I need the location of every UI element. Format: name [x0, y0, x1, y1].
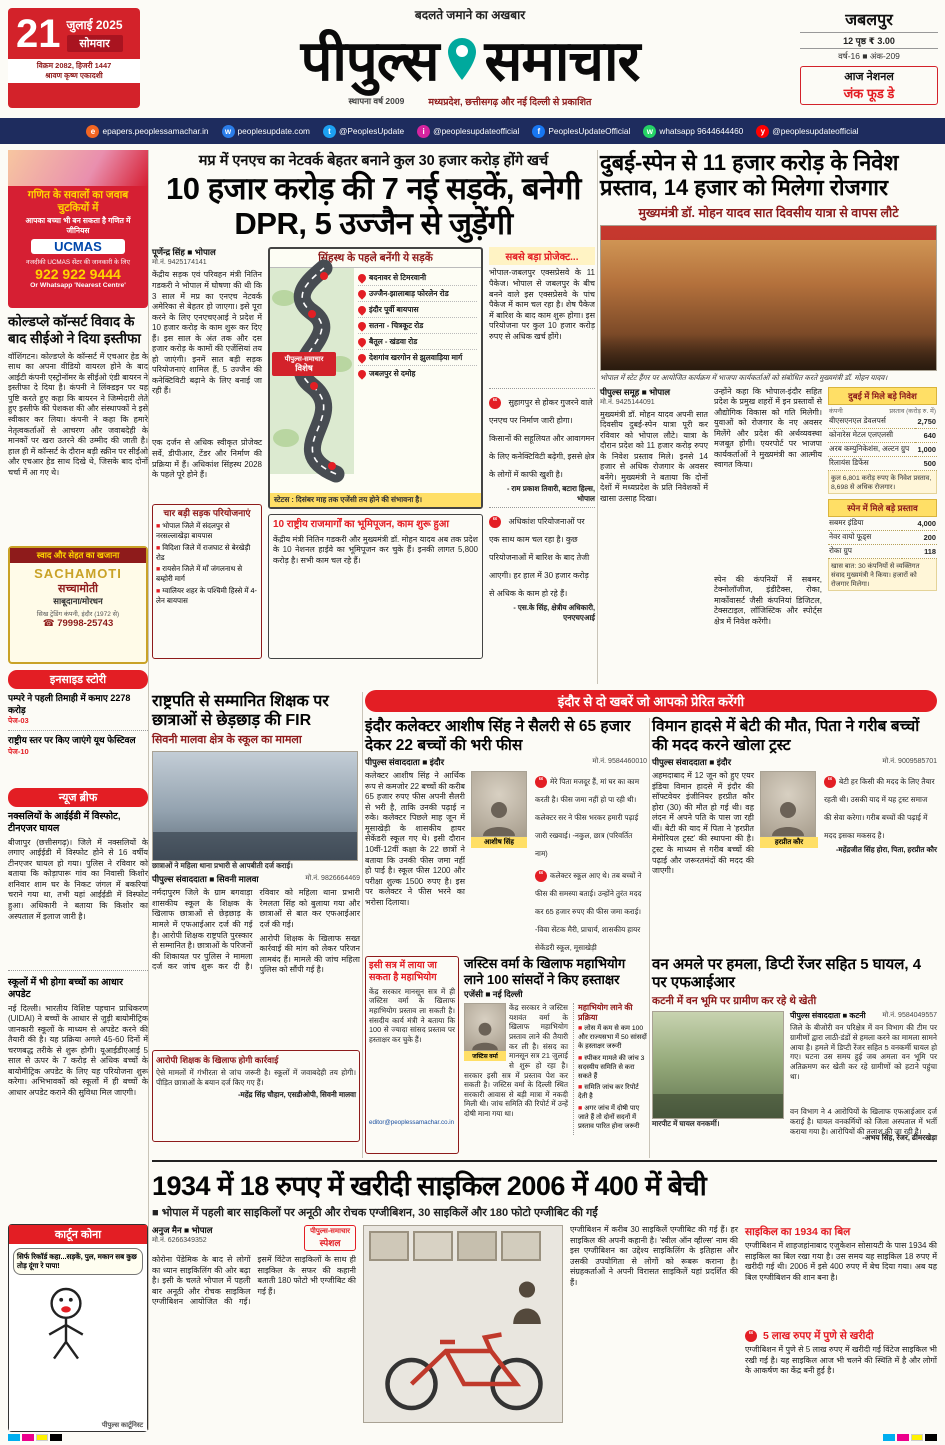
social-bar	[0, 118, 945, 144]
social-link-epaper[interactable]: e epapers.peoplessamachar.in	[86, 125, 208, 138]
quote-icon: “	[824, 776, 836, 788]
brief-body: नई दिल्ली। भारतीय विशिष्ट पहचान प्राधिकरण (UIDAI) ने बच्चों के आधार से जुड़ी बायोमीट्रिक जानकारी स्कूलों के माध्यम से अपडेट करने की तैयारी की है। यह प्रक्रिया अगले 45-60 दिनों में चरणबद्ध तरीके से शुरू होगी। यूआईडीएआई 5 साल से ऊपर के 7 करोड़ से अधिक बच्चों के बायोमीट्रिक अपडेट के लिए यह परियोजना शुरू करेगा। अभिभावकों को स्कूलों में ही बच्चों के आधार अपडेट कराने की सुविधा मिल जाएगी।	[8, 1003, 148, 1097]
cm-photo-caption: भोपाल में स्टेट हैंगर पर आयोजित कार्यक्रम में भाजपा कार्यकर्ताओं को संबोधित करते मुख्यमंत्री डॉ. मोहन यादव।	[600, 372, 888, 382]
social-link-youtube[interactable]: y @peoplesupdateofficial	[756, 125, 858, 138]
globe-icon: w	[222, 125, 235, 138]
cartoon-corner	[8, 1224, 148, 1432]
process-item: ■ अगर जांच में दोषी पाए जाते हैं तो दोनों सदनों में प्रस्ताव पारित होना जरूरी	[578, 1105, 640, 1130]
justice-portrait-wrap	[464, 1003, 506, 1061]
forest-text-col	[790, 1011, 937, 1147]
quote-attribution: - एस.के सिंह, क्षेत्रीय अधिकारी, एनएचएआई	[513, 603, 595, 623]
reader-quote: “ कलेक्टर स्कूल आए थे। तब बच्चों ने फीस की समस्या बताई। उन्होंने तुरंत मदद कर 65 हजार रुपए की फीस जमा कराई। -विवा सेंटक मैरी, प्राचार्य, शासकीय हायर सेकेंडरी स्कूल, मूसाखेड़ी	[535, 870, 642, 953]
masthead	[0, 0, 945, 118]
bullet-icon: ■	[156, 544, 161, 552]
phone-icon: ☎	[42, 618, 58, 629]
trust-headline: विमान हादसे में बेटी की मौत, पिता ने गरीब बच्चों की मदद करने खोला ट्रस्ट	[652, 718, 920, 754]
ucmas-ad-line2: आपका बच्चा भी बन सकता है गणित में जीनियस	[25, 216, 131, 236]
peoples-special-badge: पीपुल्स-समाचार स्पेशल	[304, 1225, 356, 1251]
inside-story-header: इनसाइड स्टोरी	[8, 670, 148, 689]
reader-quote: “ मेरे पिता मजदूर हैं, मां घर का काम करती है। फीस जमा नहीं हो पा रही थी। कलेक्टर सर ने फीस भरकर हमारी पढ़ाई जारी रखवाई। -नकुल, छात्र (परिवर्तित नाम)	[535, 776, 640, 859]
bill-body: एग्जीबिशन में शाहजहांनाबाद एजुकेशन सोसायटी के पास 1934 की साइकिल का बिल रखा गया है। उस समय यह साइकिल 18 रुपए में खरीदी गई थी। 2006 में इसे 400 रुपए में बेच दिया गया। अब यह बिल एग्जीबिशन की शान बना है।	[745, 1241, 937, 1282]
four-projects-item: ■ रायसेन जिले में माँ जंगलनाथ से बम्होरी मार्ग	[156, 564, 243, 584]
trust-byline: पीपुल्स संवाददाता ■ इंदौर	[652, 757, 732, 768]
tithi-line: श्रावण कृष्ण एकादशी	[45, 71, 103, 80]
date-box	[8, 8, 140, 108]
trust-portrait	[760, 771, 816, 837]
invest-tables	[828, 387, 937, 685]
impeach-side-box	[365, 956, 459, 1154]
collector-byline-phone: मो.नं. 9584460010	[592, 758, 647, 766]
crowd-shadow	[601, 334, 936, 370]
date-day: 21	[16, 12, 61, 56]
photo-frames-row	[364, 1226, 562, 1266]
forest-body-1: जिले के बीजोरी वन परिक्षेत्र में वन विभाग की टीम पर ग्रामीणों द्वारा लाठी-डंडों से हमला करने का मामला सामने आया है। हमले में डिप्टी रेंजर सहित 5 वनकर्मी घायल हो गए। घटना उस समय हुई जब अमला वन भूमि पर अतिक्रमण कर खेती कर रहे ग्रामीणों को हटाने पहुंचा था।	[790, 1023, 937, 1081]
epaper-icon: e	[86, 125, 99, 138]
pune-title: 5 लाख रुपए में पुणे से खरीदी	[763, 1330, 874, 1342]
today-line1: आज नेशनल	[844, 71, 894, 83]
edition-box	[800, 8, 938, 110]
biggest-project-body: भोपाल-जबलपुर एक्सप्रेसवे के 11 पैकेज। भोपाल से जबलपुर के बीच बनने वाले इस एक्सप्रेसवे के पांच पैकेज में काम चल रहा है। शेष पैकेज में बारिश के बाद काम शुरू होगा। इस परियोजना पर कुल 10 हजार करोड़ रुपए से अधिक खर्च होंगे।	[489, 268, 595, 341]
sachamoti-phone-num: 79998-25743	[57, 618, 114, 629]
inside-item-title: पम्परे ने पहली तिमाही में कमाए 2278 करोड़	[8, 693, 131, 715]
biggest-project-title: सबसे बड़ा प्रोजेक्ट...	[489, 247, 595, 265]
impeach-headline: जस्टिस वर्मा के खिलाफ महाभियोग लाने 100 सांसदों ने किए हस्ताक्षर	[464, 956, 626, 987]
map-pin-icon	[356, 272, 367, 283]
fir-box-title: आरोपी शिक्षक के खिलाफ होगी कार्रवाई	[156, 1055, 279, 1066]
cycle-photo	[363, 1225, 563, 1423]
map-pin-icon	[356, 352, 367, 363]
peoples-special-badge: पीपुल्स-समाचार विशेष	[272, 352, 336, 376]
four-projects-item: ■ विदिशा जिले में राजघाट से बेरखेड़ी रोड	[156, 542, 251, 562]
table-row: नेवर वायो फूड्स 200	[828, 530, 937, 544]
roads-status-strip: स्टेटस : दिसंबर माह तक एजेंसी तय होने की संभावना है।	[270, 493, 481, 507]
social-link-facebook[interactable]: f PeoplesUpdateOfficial	[532, 125, 630, 138]
map-pin-icon	[356, 336, 367, 347]
process-title: महाभियोग लाने की प्रक्रिया	[578, 1003, 633, 1022]
sachamoti-brand: SACHAMOTI	[34, 566, 122, 581]
quote-icon: “	[489, 397, 501, 409]
social-link-website[interactable]: w peoplesupdate.com	[222, 125, 310, 138]
trust-portrait-wrap	[760, 771, 818, 937]
fir-subhead: सिवनी मालवा क्षेत्र के स्कूल का मामला	[152, 734, 302, 747]
ucmas-ad-photo	[8, 150, 148, 186]
bill-title: साइकिल का 1934 का बिल	[745, 1226, 851, 1238]
registration-marks-right	[883, 1434, 937, 1441]
cycle-byline-phone: मो.नं. 6266349352	[152, 1237, 207, 1244]
four-projects-item: ■ ग्वालियर शहर के पश्चिमी हिस्से में 4-लेन बायपास	[156, 585, 257, 605]
cycle-headline: 1934 में 18 रुपए में खरीदी साइकिल 2006 में 400 में बेची	[152, 1171, 707, 1201]
bhumipujan-title: 10 राष्ट्रीय राजमार्गों का भूमिपूजन, काम शुरू हुआ	[273, 519, 450, 531]
spain-table-title: स्पेन में मिले बड़े प्रस्ताव	[828, 499, 937, 517]
column-divider	[649, 718, 650, 1158]
roads-list	[354, 268, 481, 474]
publication-line: मध्यप्रदेश, छत्तीसगढ़ और नई दिल्ली से प्रकाशित	[428, 97, 592, 108]
ucmas-ad-line1: गणित के सवालों का जवाब चुटकियों में	[27, 189, 129, 214]
bullet-icon: ■	[156, 523, 161, 531]
roads-graphic-title: सिंहस्थ के पहले बनेंगी ये सड़कें	[270, 249, 481, 268]
spain-invest-table	[828, 517, 937, 559]
main-col-2	[268, 247, 483, 659]
fir-photo-caption: छात्राओं ने महिला थाना प्रभारी से आपबीती दर्ज कराई।	[152, 861, 293, 871]
date-month: जुलाई 2025	[66, 18, 123, 32]
ceo-resign-article	[8, 314, 148, 540]
bhumipujan-box	[268, 514, 483, 659]
cartoon-drawing	[23, 1277, 133, 1361]
quote-icon: “	[745, 1330, 757, 1342]
table-row: रोका ग्रुप 118	[828, 544, 937, 558]
collector-byline: पीपुल्स संवाददाता ■ इंदौर	[365, 757, 445, 768]
fir-photo	[152, 751, 358, 861]
pune-body: एग्जीबिशन में पुणे से 5 लाख रुपए में खरीदी गई विंटेज साइकिल भी रखी गई है। यह साइकिल आज भी चलने की स्थिति में है और लोगों के आकर्षण का केंद्र बनी हुई है।	[745, 1345, 937, 1376]
calendar-line: विक्रम 2082, हिजरी 1447	[36, 61, 112, 70]
instagram-icon: i	[417, 125, 430, 138]
dubai-table-title: दुबई में मिले बड़े निवेश	[828, 387, 937, 405]
invest-byline: पीपुल्स समूह ■ भोपाल	[600, 386, 671, 397]
table-row: रिलायंस डिफेंस 500	[828, 456, 937, 470]
twitter-icon: t	[323, 125, 336, 138]
four-projects-box	[152, 504, 262, 659]
justice-portrait-label: जस्टिस वर्मा	[464, 1051, 506, 1061]
sachamoti-company: सिख ट्रेडिंग कंपनी, इंदौर (1972 से)	[36, 611, 120, 618]
masthead-title-right: समाचार	[484, 29, 640, 92]
ucmas-note: नजदीकी UCMAS सेंटर की जानकारी के लिए	[25, 259, 130, 267]
news-brief-section	[8, 788, 148, 1218]
invest-body-2: उन्होंने कहा कि भोपाल-इंदौर सहित प्रदेश के प्रमुख शहरों में इन प्रस्तावों से औद्योगिक विकास को गति मिलेगी। युवाओं को रोजगार के नए अवसर मिलेंगे और प्रदेश की अर्थव्यवस्था मजबूत होगी। एयरपोर्ट पर भाजपा कार्यकर्ताओं ने मुख्यमंत्री का आत्मीय स्वागत किया।	[714, 386, 822, 470]
editor-email: editor@peoplessamachar.co.in	[369, 1118, 455, 1126]
year-issue: वर्ष-16 ■ अंक-209	[838, 51, 900, 61]
brief-title: स्कूलों में भी होगा बच्चों का आधार अपडेट	[8, 976, 124, 1000]
invest-body-3: स्पेन की कंपनियों में सबमर, टेक्नोलॉजीज, इंडीटैक्स, रोका, मार्कोवासर्ट जैसी कंपनियां डिजिटल, टेक्सटाइल, लॉजिस्टिक और स्पोर्ट्स क्षेत्र में निवेश करेंगी।	[714, 574, 822, 626]
collector-quotes	[535, 771, 647, 953]
social-link-twitter[interactable]: t @PeoplesUpdate	[323, 125, 404, 138]
quote-icon: “	[535, 776, 547, 788]
forest-subhead: कटनी में वन भूमि पर ग्रामीण कर रहे थे खेती	[652, 995, 817, 1007]
forest-attack-story	[652, 956, 937, 1154]
invest-col-2	[714, 387, 822, 685]
trust-body: अहमदाबाद में 12 जून को हुए एयर इंडिया विमान हादसे में इंदौर की सॉफ्टवेयर इंजीनियर हरप्रीत कौर होरा (30) की मौत हो गई थी। वह लंदन में अपने पति के पास जा रही थीं। बेटी की याद में पिता ने 'हरप्रीत मेमोरियल ट्रस्ट' की स्थापना की है। ट्रस्ट के माध्यम से गरीब बच्चों की पढ़ाई और जरूरतमंदों की मदद की जाएगी।	[652, 771, 754, 876]
location-pin-icon	[447, 37, 477, 81]
map-pin-icon	[356, 320, 367, 331]
collector-portrait-label: आशीष सिंह	[471, 837, 527, 848]
person-silhouette	[768, 796, 808, 836]
fir-headline: राष्ट्रपति से सम्मानित शिक्षक पर छात्राओं से छेड़छाड़ की FIR	[152, 693, 329, 730]
invest-headline: दुबई-स्पेन से 11 हजार करोड़ के निवेश प्रस्ताव, 14 हजार को मिलेगा रोजगार	[600, 150, 899, 201]
main-body-1: केंद्रीय सड़क एवं परिवहन मंत्री नितिन गडकरी ने भोपाल में घोषणा की थी कि 3 साल में मप्र का एनएच नेटवर्क अमेरिका से बेहतर हो जाएगा। इसे पूरा करने के लिए एनएचएआई ने प्रदेश में 10 हजार करोड़ के काम शुरू कर दिए हैं। इस साल के अंत तक और दस हजार करोड़ के कामों की एजेंसियां तय हो जाएंगी। इनमें सात बड़ी सड़क परियोजनाएं शामिल हैं, 5 उज्जैन की कनेक्टिविटी बढ़ाने के लिए बनाई जा रही हैं।	[152, 270, 262, 396]
process-item: ■ लोस में कम से कम 100 और राज्यसभा में 50 सांसदों के हस्ताक्षर जरूरी	[578, 1025, 647, 1051]
quote-icon: “	[535, 870, 547, 882]
forest-byline-phone: मो.नं. 9584049557	[882, 1012, 937, 1019]
cycle-col-4	[745, 1225, 937, 1425]
fir-body-2: आरोपी शिक्षक के खिलाफ सख्त कार्रवाई की मांग को लेकर परिजन लामबंद हैं। मामले की जांच महिला पुलिस को सौंपी गई है।	[259, 933, 360, 975]
quote-icon: “	[489, 516, 501, 528]
forest-headline: वन अमले पर हमला, डिप्टी रेंजर सहित 5 घायल, 4 पर एफआईआर	[652, 956, 922, 991]
map-pin-icon	[356, 288, 367, 299]
reader-quote	[489, 388, 595, 504]
impeach-story	[464, 956, 647, 1154]
process-item: ■ समिति जांच कर रिपोर्ट देती है	[578, 1084, 639, 1101]
pages-price: 12 पृष्ठ ₹ 3.00	[800, 32, 938, 49]
sachamoti-brand-hindi: सच्चामोती	[58, 583, 98, 595]
sachamoti-header: स्वाद और सेहत का खजाना	[10, 548, 146, 563]
map-pin-icon	[356, 304, 367, 315]
edition-city: जबलपुर	[845, 12, 893, 29]
trust-story	[652, 718, 937, 950]
quote-text: सुहागपुर से होकर गुजरने वाले एनएच पर निर्माण जारी होगा। किसानों की सहूलियत और आवागमन के लिए कनेक्टिविटी बढ़ेगी, इससे क्षेत्र के लोगों में काफी खुशी है।	[489, 398, 595, 480]
road-list-item: बैतूल - खंडवा रोड	[358, 334, 477, 350]
sachamoti-ad	[8, 546, 148, 664]
column-divider	[148, 150, 149, 1430]
trust-quote: “ बेटी हर किसी की मदद के लिए तैयार रहती थी। उसकी याद में यह ट्रस्ट समाज की सेवा करेगा। गरीब बच्चों की पढ़ाई में मदद इसका मकसद है। -महेंद्रजीत सिंह होरा, पिता, हरप्रीत कौर	[824, 776, 937, 855]
collector-portrait-wrap	[471, 771, 529, 941]
impeach-box-title: इसी सत्र में लाया जा सकता है महाभियोग	[369, 960, 437, 983]
main-kicker: मप्र में एनएच का नेटवर्क बेहतर बनाने कुल 30 हजार करोड़ होंगे खर्च	[198, 153, 549, 169]
ucmas-phone: 922 922 9444	[35, 266, 121, 283]
bhumipujan-body: केंद्रीय मंत्री नितिन गडकरी और मुख्यमंत्री डॉ. मोहन यादव अब तक प्रदेश के 10 नेशनल हाईवे का भूमिपूजन कर चुके हैं। इनकी लागत 5,800 करोड़ है। सभी काम चल रहे हैं।	[273, 534, 478, 566]
road-list-item: उज्जैन-झालाबाड़ फोरलेन रोड	[358, 286, 477, 302]
news-brief-header: न्यूज ब्रीफ	[8, 788, 148, 807]
forest-body-2: वन विभाग ने 4 आरोपियों के खिलाफ एफआईआर दर्ज कराई है। घायल वनकर्मियों को जिला अस्पताल में भर्ती कराया गया है। आरोपियों की तलाश की जा रही है।	[790, 1107, 937, 1136]
dubai-table-note: कुल 6,801 करोड़ रुपए के निवेश प्रस्ताव, 8,698 से अधिक रोजगार।	[828, 471, 937, 494]
column-divider	[362, 692, 363, 1158]
brief-title: नक्सलियों के आईईडी में विस्फोट, टीनएजर घायल	[8, 811, 121, 834]
main-road-story	[152, 150, 595, 686]
four-projects-title: चार बड़ी सड़क परियोजनाएं	[163, 508, 251, 519]
bullet-icon: ■	[578, 1054, 583, 1062]
impeach-box-body: केंद्र सरकार मानसून सत्र में ही जस्टिस वर्मा के खिलाफ महाभियोग प्रस्ताव ला सकती है। संसदीय कार्य मंत्री ने बताया कि 100 से ज्यादा सांसद प्रस्ताव पर हस्ताक्षर कर चुके हैं।	[369, 986, 455, 1044]
inside-item-title: राष्ट्रीय स्तर पर किए जाएंगे यूथ फेस्टिवल	[8, 735, 136, 746]
invest-body-1: मुख्यमंत्री डॉ. मोहन यादव अपनी सात दिवसीय दुबई-स्पेन यात्रा पूरी कर रविवार को भोपाल लौटे। यात्रा के दौरान प्रदेश को 11 हजार करोड़ रुपए के निवेश प्रस्ताव मिले। इनसे 14 हजार से अधिक रोजगार के अवसर बनेंगे। मुख्यमंत्री ने बताया कि दोनों देशों में मध्यप्रदेश के प्रति निवेशकों में खासा उत्साह दिखा।	[600, 409, 708, 503]
road-list-item: जबलपुर से दमोह	[358, 366, 477, 381]
person-silhouette	[469, 1018, 501, 1050]
bullet-icon: ■	[578, 1084, 583, 1092]
person-silhouette	[479, 796, 519, 836]
ucmas-whatsapp: Or Whatsapp 'Nearest Centre'	[30, 282, 126, 290]
dubai-invest-table	[828, 415, 937, 471]
inside-item-page: पेज-03	[8, 716, 29, 726]
cartoon-header: कार्टून कोना	[9, 1225, 147, 1244]
collector-headline: इंदौर कलेक्टर आशीष सिंह ने सैलरी से 65 हजार देकर 22 बच्चों की भरी फीस	[365, 718, 631, 754]
trust-byline-phone: मो.नं. 9009585701	[882, 758, 937, 766]
road-list-item: इंदौर पूर्वी बायपास	[358, 302, 477, 318]
masthead-tagline: बदलते जमाने का अखबार	[414, 8, 526, 22]
map-pin-icon	[356, 368, 367, 379]
date-weekday: सोमवार	[67, 35, 123, 52]
cm-return-photo	[600, 225, 937, 371]
table-row: कोनारेस मेटल एलएलसी 640	[828, 428, 937, 442]
impeach-left	[464, 1003, 568, 1135]
collector-story	[365, 718, 647, 953]
road-list-item: बदनावर से टिमरवानी	[358, 270, 477, 286]
table-col-company: कंपनी	[829, 407, 843, 415]
brief-body: बीजापुर (छत्तीसगढ़)। जिले में नक्सलियों के लगाए आईईडी में विस्फोट होने से 16 वर्षीय टीनएजर घायल हो गया। पुलिस ने रविवार को बताया कि कोड़ापारू गांव का निवासी किशोर शनिवार शाम घर के निकट जंगल में बकरियां चराने गया था, तभी यहां आईईडी में विस्फोट हुआ। अधिकारी ने बताया कि किशोर का अस्पताल में इलाज जारी है।	[8, 837, 148, 921]
impeach-byline: एजेंसी ■ नई दिल्ली	[464, 989, 523, 1000]
column-divider	[597, 150, 598, 684]
fir-byline: पीपुल्स संवाददाता ■ सिवनी मालवा	[152, 874, 259, 885]
masthead-center	[160, 6, 780, 114]
road-list-item: देशगांव खरगोन से झुलवाड़िया मार्ग	[358, 350, 477, 366]
collector-portrait	[471, 771, 527, 837]
stage-banner	[601, 226, 936, 240]
forest-photo	[652, 1011, 784, 1119]
cycle-body-1: कोरोना पेंडेमिक के बाद से लोगों का ध्यान साइकिलिंग की ओर बढ़ा है। इसी के चलते भोपाल में पहली बार अनूठी और रोचक साइकिल एग्जीबिशन आयोजित की गई। इसमें विंटेज साइकिलों के साथ ही साइकिल के सफर की कहानी बताती 180 फोटो भी एग्जीबिट की गई हैं।	[152, 1255, 356, 1307]
investment-story	[600, 150, 937, 686]
social-link-whatsapp[interactable]: w whatsapp 9644644460	[643, 125, 743, 138]
forest-photo-shadow	[653, 1094, 783, 1118]
today-line2: जंक फूड डे	[843, 86, 895, 101]
bullet-icon: ■	[156, 566, 161, 574]
trust-portrait-label: हरप्रीत कौर	[760, 837, 818, 848]
cycle-byline: अनुज मैन ■ भोपाल	[152, 1225, 213, 1235]
fir-box-attribution: -महेंद्र सिंह चौहान, एसडीओपी, सिवनी मालवा	[238, 1089, 356, 1099]
whatsapp-icon: w	[643, 125, 656, 138]
person-silhouette	[504, 1268, 550, 1334]
four-projects-item: ■ भोपाल जिले में संदलपुर से नरसल्लाखेड़ा बायपास	[156, 521, 230, 541]
table-row: सबमर इंडिया 4,000	[828, 517, 937, 531]
justice-portrait	[464, 1003, 506, 1051]
fir-box-body: ऐसे मामलों में गंभीरता से जांच जरूरी है। स्कूलों में जवाबदेही तय होगी। पीड़ित छात्राओं के बयान दर्ज किए गए हैं।	[156, 1068, 356, 1088]
process-item: ■ स्पीकर मामले की जांच 3 सदस्यीय समिति से करा सकते हैं	[578, 1054, 645, 1080]
cartoon-speech-bubble: सिर्फ रिकॉर्ड कहा...सड़कें, पुल, मकान सब कुछ तोड़ दूंगा रे पापा!	[13, 1248, 143, 1275]
collector-body: कलेक्टर आशीष सिंह ने आर्थिक रूप से कमजोर 22 बच्चों की करीब 65 हजार रुपए फीस अपनी सैलरी से भरी है, ताकि उनकी पढ़ाई न रुके। कलेक्टर पिछले माह जून में मूसाखेड़ी के शासकीय हायर सेकेंडरी स्कूल गए थे। इसी दौरान 10वीं-12वीं कक्षा के 22 छात्रों ने बताया कि उनकी फीस जमा नहीं हो पाई है। स्कूल फीस 1200 और परीक्षा शुल्क 1500 रुपए है। इस पर कलेक्टर ने फीस भरने का भरोसा दिलाया।	[365, 771, 465, 907]
bullet-icon: ■	[578, 1025, 583, 1033]
main-body-2: एक दर्जन से अधिक स्वीकृत प्रोजेक्ट सर्वे, डीपीआर, टेंडर और निर्माण की प्रक्रिया में हैं। अधिकांश सिंहस्थ 2028 के पहले पूरे होने हैं।	[152, 438, 262, 480]
table-row: अरब कम्युनिकेशंस, अल्टन ग्रुप 1,000	[828, 442, 937, 456]
social-link-instagram[interactable]: i @peoplesupdateofficial	[417, 125, 519, 138]
fir-byline-phone: मो.नं. 9826664469	[305, 875, 360, 883]
table-row: बीएसएनएल डेवलपर्स 2,750	[828, 415, 937, 429]
fir-photo-shadow	[153, 832, 357, 860]
bullet-icon: ■	[578, 1105, 583, 1112]
ceo-headline: कोल्डप्ले कॉन्सर्ट विवाद के बाद सीईओ ने दिया इस्तीफा	[8, 314, 141, 346]
fir-statement-box	[152, 1050, 360, 1142]
cycle-col-1	[152, 1225, 356, 1425]
inside-item-page: पेज-10	[8, 747, 29, 757]
cycle-body-2: एग्जीबिशन में करीब 30 साइकिलें एग्जीबिट की गई हैं। हर साइकिल की अपनी कहानी है। 'स्वील ऑन व्हील्स' नाम की इस एग्जीबिशन का उद्देश्य साइकिलिंग के इतिहास और उसकी उपयोगिता से लोगों को रूबरू कराना है। संग्रहकर्ताओं ने अपनी विरासत साइकिलें यहां प्रदर्शित की हैं।	[570, 1225, 738, 1287]
trust-quote-attribution: -महेंद्रजीत सिंह होरा, पिता, हरप्रीत कौर	[835, 845, 937, 855]
ucmas-ad	[8, 150, 148, 308]
invest-subhead: मुख्यमंत्री डॉ. मोहन यादव सात दिवसीय यात्रा से वापस लौटे	[638, 205, 899, 220]
established-line: स्थापना वर्ष 2009	[348, 96, 405, 106]
inspire-banner: इंदौर से दो खबरें जो आपको प्रेरित करेंगी	[365, 690, 937, 712]
quote-attribution: - राम प्रकाश तिवारी, बटारा हिल्स, भोपाल	[506, 484, 595, 504]
forest-byline: पीपुल्स संवाददाता ■ कटनी	[790, 1011, 866, 1020]
bullet-icon: ■	[156, 587, 161, 595]
invest-col-1	[600, 387, 708, 685]
cycle-story	[152, 1160, 937, 1430]
cartoon-credit: पीपुल्स कार्टूनिस्ट	[101, 1422, 143, 1429]
invest-byline-phone: मो.नं. 9425144091	[600, 398, 655, 406]
left-sidebar	[8, 150, 148, 1432]
ucmas-brand: UCMAS	[31, 239, 125, 254]
impeach-body: केंद्र सरकार ने जस्टिस यशवंत वर्मा के खिलाफ महाभियोग प्रस्ताव लाने की तैयारी कर ली है। संसद का मानसून सत्र 21 जुलाई से शुरू हो रहा है। सरकार इसी सत्र में प्रस्ताव पेश कर सकती है। जस्टिस वर्मा के दिल्ली स्थित सरकारी आवास से बड़ी मात्रा में नकदी मिली थी। जांच समिति की रिपोर्ट में उन्हें दोषी माना गया था।	[464, 1003, 568, 1119]
sachamoti-products: साबूदाना/मोरधन	[53, 596, 103, 606]
masthead-title-left: पीपुल्स	[300, 29, 439, 92]
main-col-3	[489, 247, 595, 659]
facebook-icon: f	[532, 125, 545, 138]
forest-photo-wrap	[652, 1011, 784, 1147]
reader-quote	[489, 507, 595, 623]
impeach-process	[573, 1003, 647, 1135]
roads-graphic-box	[268, 247, 483, 509]
quote-text: अधिकांश परियोजनाओं पर एक साथ काम चल रहा है। कुछ परियोजनाओं में बारिश के बाद तेजी आएगी। हर हाल में 30 हजार करोड़ से अधिक के काम हो रहे हैं।	[489, 517, 590, 599]
main-byline: पूर्णेन्द्र सिंह ■ भोपाल	[152, 247, 216, 258]
spain-table-note: खास बात: 30 कंपनियों से व्यक्तिगत संवाद मुख्यमंत्री ने किया। हजारों को रोजगार मिलेगा।	[828, 559, 937, 591]
main-byline-phone: मो.नं. 9425174141	[152, 259, 207, 267]
forest-photo-caption: मारपीट में घायल वनकर्मी।	[652, 1119, 720, 1128]
fir-body-1: नर्मदापुरम जिले के ग्राम बगवाड़ा शासकीय स्कूल के शिक्षक के खिलाफ छात्राओं से छेड़छाड़ के मामले में एफआईआर दर्ज की गई है। आरोपी शिक्षक राष्ट्रपति पुरस्कार से सम्मानित है। छात्राओं के परिजनों की शिकायत पर पुलिस ने मामला दर्ज कर जांच शुरू कर दी है। रविवार को महिला थाना प्रभारी रेमलता सिंह को बुलाया गया और छात्राओं से बात कर एफआईआर दर्ज की गई।	[152, 888, 360, 972]
cycle-subhead: ■ भोपाल में पहली बार साइकिलों पर अनूठी और रोचक एग्जीबिशन, 30 साइकिलें और 180 फोटो एग्जीबिट की गईं	[152, 1207, 598, 1219]
forest-quote-attribution: -अभय सिंह, रेंजर, ढीमरखेड़ा	[862, 1133, 937, 1142]
table-col-proposal: प्रस्ताव (करोड़ रु. में)	[889, 407, 936, 415]
road-list-item: सतना - चित्रकूट रोड	[358, 318, 477, 334]
youtube-icon: y	[756, 125, 769, 138]
ceo-body: वॉशिंगटन। कोल्डप्ले के कॉन्सर्ट में एचआर हेड के साथ का अपना वीडियो वायरल होने के बाद आईटी कंपनी एस्ट्रोनॉमर के सीईओ एंडी बायरन ने इस्तीफा दे दिया है। कंपनी ने लिंक्डइन पर यह पुष्टि करते हुए कहा कि बायरन ने जिम्मेदारी लेते हुए इस्तीफे की पेशकश की और संस्थापकों ने इसे स्वीकार कर लिया। कंपनी ने कहा कि हमारे नेतृत्वकर्ताओं से आचरण और जवाबदेही के मानकों पर खरा उतरने की उम्मीद की जाती है। हाल ही में कॉन्सर्ट के दौरान बड़ी स्क्रीन पर सीईओ और एचआर हेड साथ दिखे थे, जिसके बाद दोनों चर्चा में आ गए थे।	[8, 351, 148, 477]
inside-story-section	[8, 670, 148, 782]
main-col-1	[152, 247, 262, 659]
fir-story	[152, 692, 360, 1154]
road-illustration	[270, 268, 354, 474]
main-headline: 10 हजार करोड़ की 7 नई सड़कें, बनेगी DPR, 5 उज्जैन से जुड़ेंगी	[166, 171, 581, 241]
registration-marks-left	[8, 1434, 62, 1441]
